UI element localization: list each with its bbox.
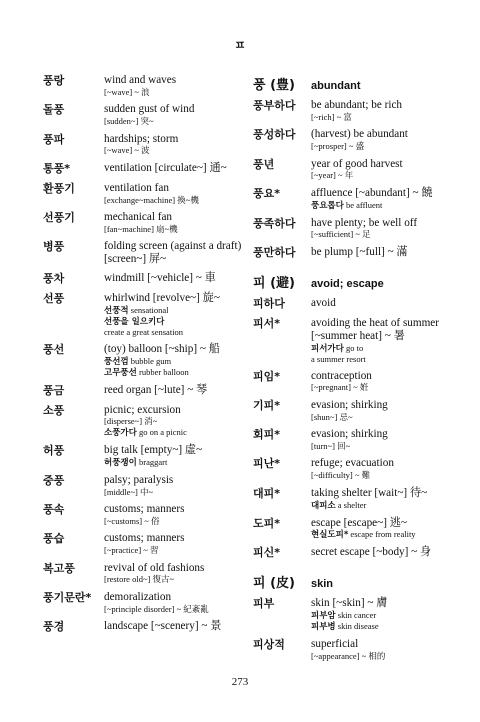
entry-headword: 풍랑 [43, 74, 65, 87]
entry-definition [104, 211, 249, 234]
section-hanja: 피 (避) [253, 275, 295, 291]
dictionary-entry [253, 457, 458, 480]
definition-text: have plenty; be well off [311, 216, 418, 229]
etymology: [~customs] ~ 俗 [104, 515, 160, 526]
entry-definition [104, 162, 249, 176]
dictionary-entry [43, 384, 249, 398]
section-heading [253, 572, 458, 591]
entry-headword: 병풍 [43, 240, 65, 254]
example-english: rubber balloon [138, 366, 189, 377]
definition-text: be abundant; be rich [311, 99, 403, 111]
example-english: sensational [130, 304, 169, 315]
dictionary-entry [253, 546, 458, 560]
definition-text: secret escape [~body] ~ 身 [311, 546, 432, 559]
dictionary-entry [43, 182, 249, 205]
etymology: [~wave] ~ 波 [104, 145, 150, 156]
entry-headword: 풍기문란* [43, 590, 92, 604]
definition-text: hardships; storm [104, 132, 179, 145]
dictionary-entry [43, 103, 249, 126]
dictionary-entry [253, 370, 458, 393]
dictionary-entry [43, 292, 249, 337]
definition-text: refuge; evacuation [311, 457, 394, 470]
example-english: go on a picnic [138, 426, 187, 437]
etymology: [~appearance] ~ 相的 [311, 650, 386, 661]
example-line [311, 529, 458, 540]
entry-headword: 풍성하다 [253, 128, 296, 142]
section-hanja: 풍 (豊) [253, 78, 295, 93]
example-english: be affluent [345, 199, 383, 210]
entry-definition [104, 103, 249, 126]
example-line [104, 316, 249, 327]
entry-headword: 환풍기 [43, 181, 75, 195]
entry-headword: 풍족하다 [253, 216, 296, 230]
dictionary-entry [43, 272, 249, 286]
dictionary-entry [253, 487, 458, 511]
entry-definition [311, 246, 458, 260]
etymology: [middle~] 中~ [104, 486, 154, 497]
definition-text: skin [~skin] ~ 膚 [311, 597, 388, 610]
definition-text: folding screen (against a draft) [screen~] 屏~ [104, 240, 242, 266]
dictionary-entry [253, 297, 458, 311]
entry-headword: 회피* [253, 428, 281, 442]
example-line [104, 367, 249, 378]
dictionary-entry [43, 240, 249, 266]
example-line [104, 457, 249, 468]
entry-headword: 피하다 [253, 296, 285, 310]
entry-definition [104, 474, 249, 497]
etymology: [sudden~] 突~ [104, 116, 154, 127]
entry-headword: 풍년 [253, 157, 275, 171]
etymology: [turn~] 回~ [311, 440, 351, 451]
definition-text: windmill [~vehicle] ~ 車 [104, 272, 216, 285]
right-column [253, 74, 458, 667]
entry-definition [104, 503, 249, 526]
example-korean: 풍선껌 [104, 356, 129, 367]
entry-definition [311, 187, 458, 211]
entry-definition [311, 428, 458, 451]
entry-headword: 허풍 [43, 443, 65, 457]
entry-definition [104, 444, 249, 468]
definition-text: palsy; paralysis [104, 473, 174, 486]
dictionary-entry [43, 444, 249, 468]
entry-definition [311, 370, 458, 393]
entry-headword: 피상적 [253, 638, 285, 652]
definition-text: demoralization [104, 590, 172, 603]
definition-text: mechanical fan [104, 211, 173, 224]
dictionary-entry [43, 562, 249, 585]
etymology: [~pregnant] ~ 姙 [311, 382, 369, 393]
entry-headword: 풍차 [43, 272, 65, 286]
entry-definition [311, 546, 458, 560]
entry-headword: 풍금 [43, 383, 65, 397]
entry-definition [311, 487, 458, 511]
entry-definition [104, 591, 249, 614]
dictionary-entry [253, 187, 458, 211]
entry-headword: 풍경 [43, 620, 65, 634]
definition-text: wind and waves [104, 74, 177, 86]
example-line [311, 200, 458, 211]
example-line [104, 305, 249, 316]
definition-text: landscape [~scenery] ~ 景 [104, 620, 222, 633]
dictionary-entry [253, 317, 458, 364]
entry-definition [104, 620, 249, 634]
definition-text: superficial [311, 638, 359, 651]
dictionary-entry [43, 74, 249, 97]
definition-text: (toy) balloon [~ship] ~ 船 [104, 342, 220, 355]
etymology: [~rich] ~ 富 [311, 111, 352, 122]
example-english: bubble gum [130, 355, 172, 366]
page-number: 273 [231, 676, 249, 688]
dictionary-entry [253, 428, 458, 451]
example-line [104, 427, 249, 438]
entry-definition [311, 638, 458, 661]
example-korean: 현실도피* [311, 530, 349, 541]
entry-definition [311, 457, 458, 480]
page-header: ㅍ [234, 38, 246, 52]
entry-definition [104, 292, 249, 337]
etymology: [restore old~] 復古~ [104, 574, 175, 585]
dictionary-entry [43, 211, 249, 234]
entry-definition [104, 343, 249, 378]
example-line [104, 327, 249, 337]
etymology: [~wave] ~ 浪 [104, 86, 150, 97]
example-korean: 고무풍선 [104, 367, 137, 378]
definition-text: be plump [~full] ~ 滿 [311, 245, 408, 258]
dictionary-entry [43, 404, 249, 438]
entry-headword: 돌풍 [43, 103, 65, 117]
dictionary-entry [253, 158, 458, 181]
section-meaning: avoid; escape [311, 277, 384, 290]
entry-headword: 통풍* [43, 161, 71, 175]
definition-text: (harvest) be abundant [311, 128, 408, 141]
example-korean: 피부병 [311, 622, 336, 633]
example-line [311, 343, 458, 354]
entry-definition [311, 217, 458, 240]
etymology: [~principle disorder] ~ 紀紊亂 [104, 603, 209, 614]
dictionary-entry [43, 133, 249, 156]
definition-text: evasion; shirking [311, 398, 388, 411]
dictionary-entry [43, 343, 249, 378]
entry-headword: 기피* [253, 398, 281, 412]
definition-text: picnic; excursion [104, 403, 181, 416]
entry-headword: 도피* [253, 516, 281, 530]
section-meaning: abundant [311, 80, 361, 92]
dictionary-entry [43, 532, 249, 555]
example-english: escape from reality [350, 529, 416, 540]
entry-headword: 풍습 [43, 532, 65, 546]
entry-headword: 피임* [253, 369, 281, 383]
definition-text: whirlwind [revolve~] 旋~ [104, 292, 220, 305]
definition-text: escape [escape~] 逃~ [311, 516, 407, 529]
section-meaning: skin [311, 578, 334, 591]
etymology: [~year] ~ 年 [311, 170, 354, 181]
dictionary-entry [253, 638, 458, 661]
definition-text: affluence [~abundant] ~ 饒 [311, 186, 433, 199]
example-line [104, 356, 249, 367]
definition-text: revival of old fashions [104, 561, 205, 574]
definition-text: taking shelter [wait~] 待~ [311, 486, 428, 499]
dictionary-entry [43, 162, 249, 176]
definition-text: sudden gust of wind [104, 103, 195, 116]
entry-definition [104, 240, 249, 266]
example-line [311, 621, 458, 632]
entry-definition [311, 597, 458, 632]
example-line [311, 500, 458, 511]
entry-headword: 선풍기 [43, 211, 75, 225]
section-heading [253, 74, 458, 93]
entry-headword: 소풍 [43, 403, 65, 417]
example-english: skin cancer [337, 610, 377, 621]
entry-definition [104, 272, 249, 286]
dictionary-entry [43, 620, 249, 634]
dictionary-entry [43, 503, 249, 526]
entry-headword: 풍파 [43, 132, 65, 146]
definition-text: reed organ [~lute] ~ 琴 [104, 383, 208, 396]
example-english: a shelter [337, 499, 367, 510]
entry-definition [104, 404, 249, 438]
example-korean: 풍요롭다 [311, 200, 344, 211]
definition-text: customs; manners [104, 532, 185, 545]
entry-definition [311, 158, 458, 181]
dictionary-entry [253, 217, 458, 240]
entry-definition [104, 532, 249, 555]
dictionary-entry [253, 99, 458, 122]
left-column [43, 74, 249, 640]
entry-definition [104, 562, 249, 585]
definition-text: year of good harvest [311, 157, 403, 170]
dictionary-entry [43, 591, 249, 614]
entry-headword: 복고풍 [43, 561, 75, 575]
entry-definition [311, 99, 458, 122]
entry-headword: 풍부하다 [253, 99, 296, 112]
etymology: [~practice] ~ 習 [104, 545, 159, 556]
entry-definition [311, 317, 458, 364]
example-korean: 선풍적 [104, 305, 129, 316]
entry-headword: 풍만하다 [253, 245, 296, 259]
etymology: [~difficulty] ~ 難 [311, 470, 371, 481]
example-korean: 피서가다 [311, 343, 344, 354]
definition-text: avoid [311, 296, 336, 309]
definition-text: contraception [311, 369, 372, 382]
etymology: [fan~machine] 扇~機 [104, 223, 178, 234]
entry-definition [311, 399, 458, 422]
example-korean: 피부암 [311, 611, 336, 622]
entry-headword: 선풍 [43, 292, 65, 306]
etymology: [~sufficient] ~ 足 [311, 229, 371, 240]
example-english: braggart [138, 456, 168, 467]
definition-text: ventilation fan [104, 181, 169, 194]
example-korean: 소풍가다 [104, 427, 137, 438]
dictionary-entry [43, 474, 249, 497]
dictionary-entry [253, 246, 458, 260]
example-korean: 대피소 [311, 500, 336, 511]
definition-text: evasion; shirking [311, 428, 388, 441]
example-line [311, 354, 458, 364]
etymology: [shun~] 忌~ [311, 411, 353, 422]
etymology: [~prosper] ~ 盛 [311, 141, 365, 152]
entry-definition [311, 297, 458, 311]
definition-text: customs; manners [104, 503, 185, 516]
example-korean: 선풍을 일으키다 [104, 316, 165, 327]
entry-definition [104, 182, 249, 205]
etymology: [exchange~machine] 換~機 [104, 194, 199, 205]
definition-text: avoiding the heat of summer [~summer heat] ~ 暑 [311, 316, 440, 342]
entry-headword: 피서* [253, 316, 281, 330]
entry-headword: 피신* [253, 546, 281, 560]
entry-headword: 풍선 [43, 342, 65, 356]
entry-definition [311, 517, 458, 541]
entry-definition [104, 384, 249, 398]
entry-headword: 풍속 [43, 503, 65, 517]
example-english: skin disease [337, 621, 379, 632]
entry-headword: 대피* [253, 486, 281, 500]
entry-headword: 중풍 [43, 473, 65, 487]
entry-definition [311, 128, 458, 151]
definition-text: ventilation [circulate~] 通~ [104, 161, 227, 174]
example-english: create a great sensation [104, 326, 184, 337]
definition-text: big talk [empty~] 虛~ [104, 443, 203, 456]
dictionary-entry [253, 128, 458, 151]
example-english: a summer resort [311, 353, 366, 364]
example-line [311, 610, 458, 621]
dictionary-entry [253, 597, 458, 632]
entry-definition [104, 133, 249, 156]
section-hanja: 피 (皮) [253, 576, 295, 592]
section-heading [253, 272, 458, 291]
example-korean: 허풍쟁이 [104, 457, 137, 468]
dictionary-entry [253, 517, 458, 541]
example-english: go to [345, 342, 364, 353]
entry-definition [104, 74, 249, 97]
etymology: [disperse~] 消~ [104, 416, 158, 427]
entry-headword: 풍요* [253, 186, 281, 200]
entry-headword: 피난* [253, 457, 281, 471]
dictionary-entry [253, 399, 458, 422]
entry-headword: 피부 [253, 597, 275, 611]
